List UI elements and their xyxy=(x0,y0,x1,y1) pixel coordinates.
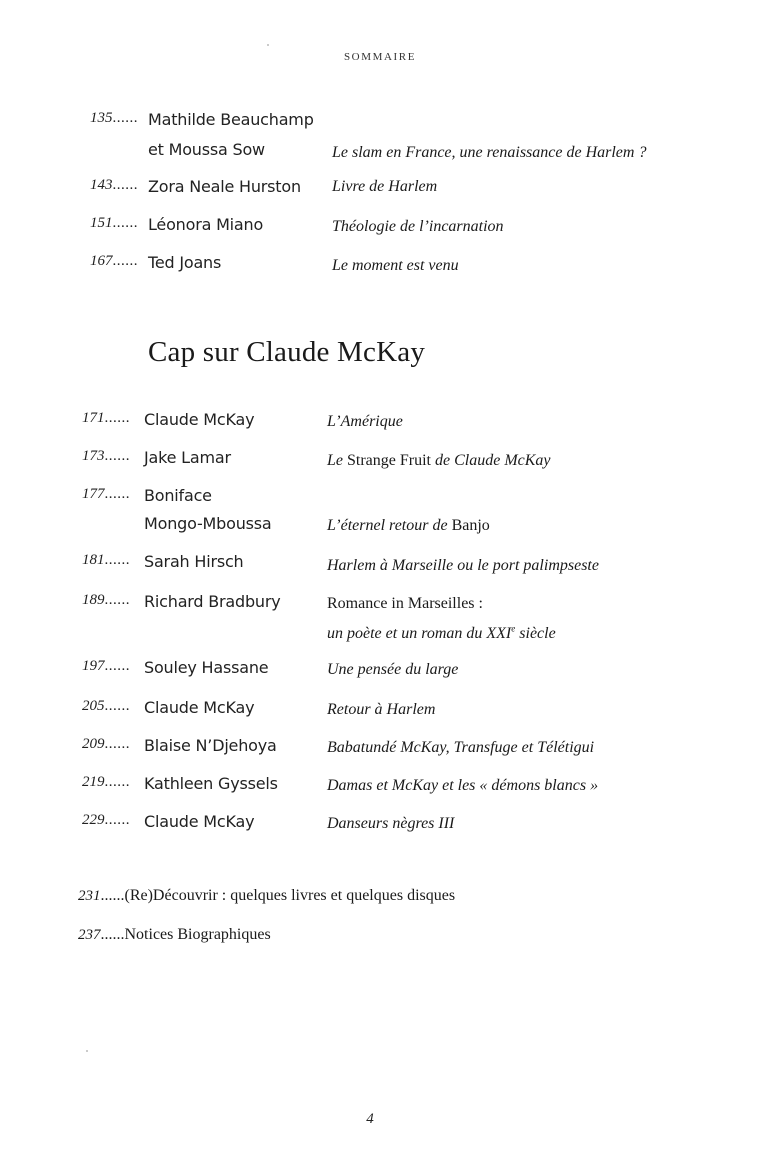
entry-dots: ...... xyxy=(100,887,125,904)
page-number: 4 xyxy=(366,1111,374,1127)
entry-title: Danseurs nègres III xyxy=(327,815,455,832)
entry-author: Blaise N’Djehoya xyxy=(144,736,277,755)
entry-page-number: 167...... xyxy=(90,253,138,269)
entry-author: Claude McKay xyxy=(144,410,255,429)
entry-page-number: 177...... xyxy=(82,486,130,502)
entry-author-continued: et Moussa Sow xyxy=(148,140,265,159)
paper-speck xyxy=(86,1050,88,1052)
entry-page-number: 135...... xyxy=(90,110,138,126)
entry-title: Retour à Harlem xyxy=(327,701,436,718)
entry-author: Jake Lamar xyxy=(144,448,231,467)
entry-author: Ted Joans xyxy=(148,253,222,272)
entry-title: L’Amérique xyxy=(327,413,403,430)
entry-title: Livre de Harlem xyxy=(332,178,438,195)
entry-author: Kathleen Gyssels xyxy=(144,774,278,793)
entry-dots: ...... xyxy=(100,926,125,943)
entry-page-number: 231 xyxy=(78,888,101,904)
entry-title: Harlem à Marseille ou le port palimpseste xyxy=(327,557,599,574)
entry-title: L’éternel retour de Banjo xyxy=(327,517,490,534)
entry-page-number: 173...... xyxy=(82,448,130,464)
section-heading: Cap sur Claude McKay xyxy=(148,336,426,368)
toc-entry xyxy=(78,926,271,944)
entry-title: (Re)Découvrir : quelques livres et quelques disques xyxy=(124,887,456,904)
entry-page-number: 205...... xyxy=(82,698,130,714)
entry-title: Une pensée du large xyxy=(327,661,459,678)
entry-author: Mathilde Beauchamp xyxy=(148,110,314,129)
entry-page-number: 181...... xyxy=(82,552,130,568)
toc-entry xyxy=(78,887,455,905)
entry-author: Léonora Miano xyxy=(148,215,264,234)
entry-title: Notices Biographiques xyxy=(124,926,271,943)
entry-title: Théologie de l’incarnation xyxy=(332,218,504,235)
entry-title: Romance in Marseilles : xyxy=(327,595,483,612)
page-header: SOMMAIRE xyxy=(343,51,417,63)
entry-author: Souley Hassane xyxy=(144,658,269,677)
entry-page-number: 237 xyxy=(78,927,101,943)
entry-page-number: 143...... xyxy=(90,177,138,193)
entry-author: Zora Neale Hurston xyxy=(148,177,301,196)
paper-speck xyxy=(267,44,269,46)
entry-author: Boniface xyxy=(144,486,212,505)
entry-author-continued: Mongo-Mboussa xyxy=(144,514,272,533)
entry-author: Sarah Hirsch xyxy=(144,552,244,571)
entry-title: Babatundé McKay, Transfuge et Télétigui xyxy=(327,739,595,756)
entry-page-number: 209...... xyxy=(82,736,130,752)
entry-author: Claude McKay xyxy=(144,698,255,717)
entry-page-number: 229...... xyxy=(82,812,130,828)
entry-title: Damas et McKay et les « démons blancs » xyxy=(327,777,599,794)
entry-page-number: 197...... xyxy=(82,658,130,674)
entry-page-number: 219...... xyxy=(82,774,130,790)
entry-author: Claude McKay xyxy=(144,812,255,831)
entry-title: Le moment est venu xyxy=(332,257,459,274)
entry-title: Le Strange Fruit de Claude McKay xyxy=(327,452,551,469)
entry-author: Richard Bradbury xyxy=(144,592,281,611)
entry-page-number: 151...... xyxy=(90,215,138,231)
entry-page-number: 171...... xyxy=(82,410,130,426)
entry-title: Le slam en France, une renaissance de Harlem ? xyxy=(332,144,647,161)
entry-page-number: 189...... xyxy=(82,592,130,608)
entry-title-continued: un poète et un roman du XXIe siècle xyxy=(327,624,556,643)
